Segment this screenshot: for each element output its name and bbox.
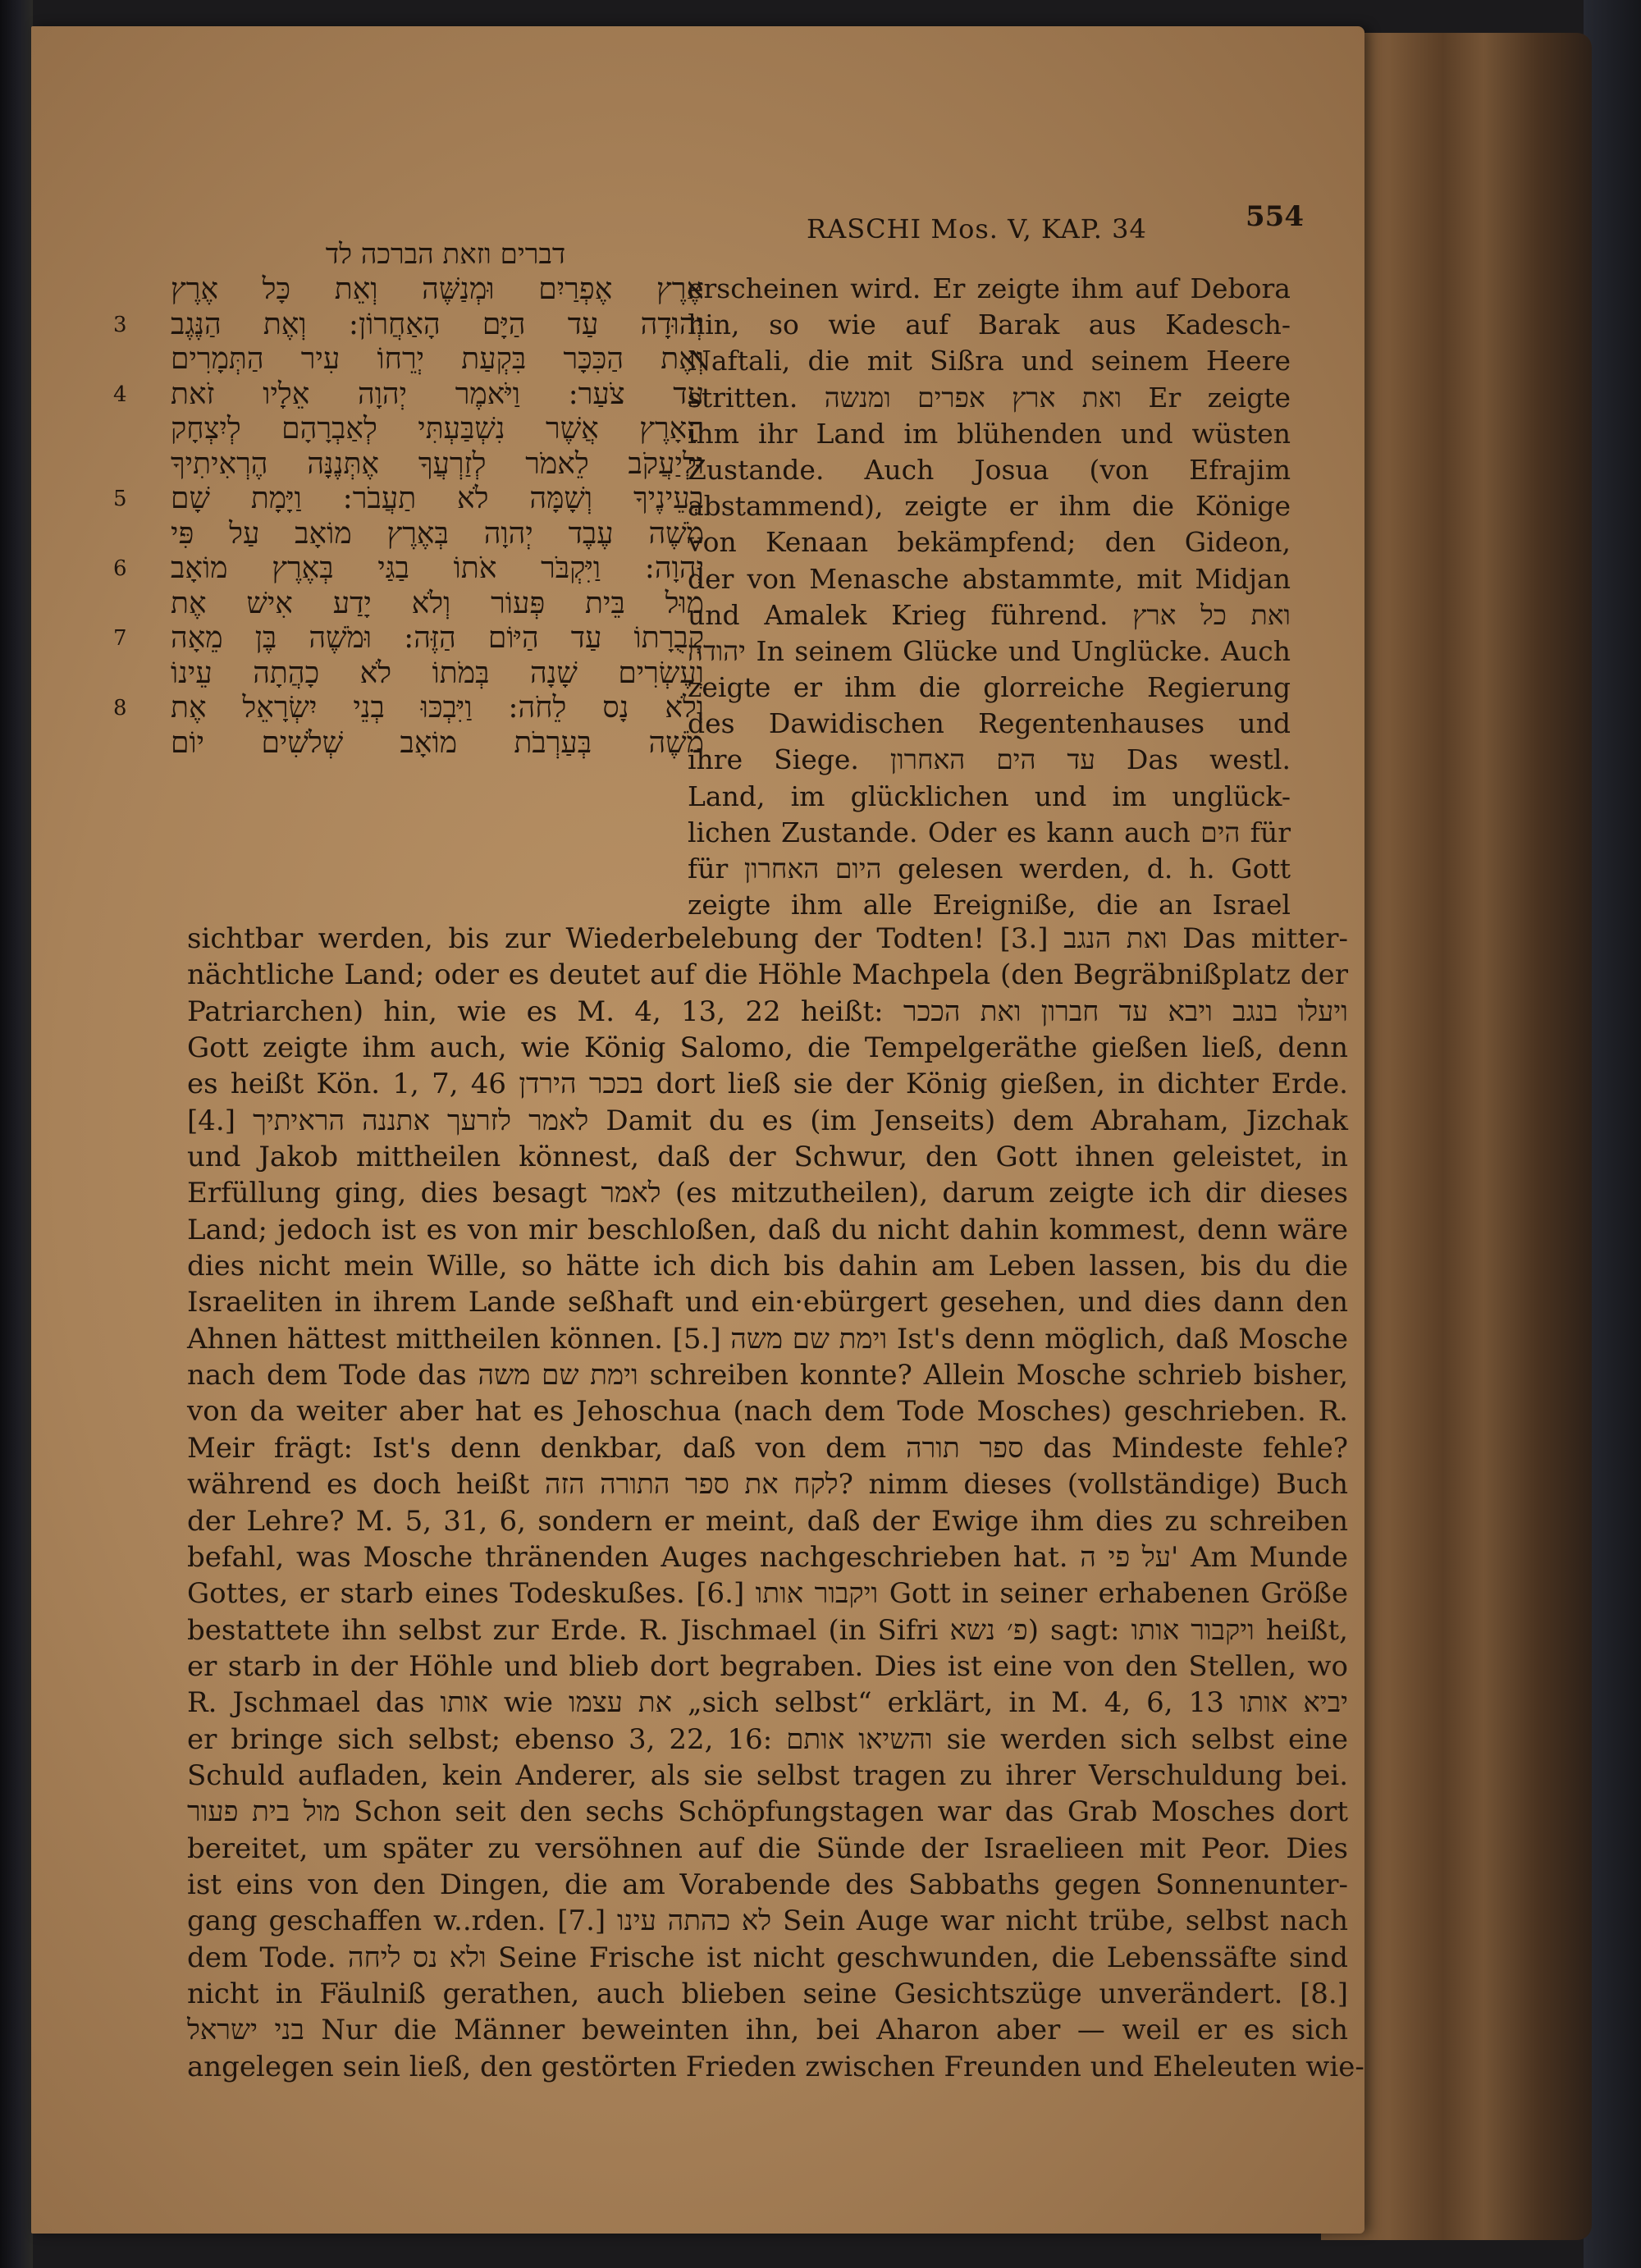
verse-number: 4: [113, 382, 127, 407]
commentary-line: der von Menasche abstammte, mit Midjan: [688, 562, 1291, 595]
verse-line: [113, 308, 704, 343]
commentary-line: befahl, was Mosche thränenden Auges nachgeschrieben hat. על פי ה' Am Munde: [187, 1540, 1349, 1574]
verse-number: 7: [113, 626, 127, 651]
commentary-line: Erfüllung ging, dies besagt לאמר (es mitzutheilen), darum zeigte ich dir dieses: [187, 1177, 1348, 1210]
verse-text: וּלְיַעֲקֹב לֵאמֹר לְזַרְעֲךָ אֶתְּנֶנָּה הֶרְאִיתִיךָ: [171, 446, 704, 481]
commentary-line: sichtbar werden, bis zur Wiederbelebung der Todten! [3.] ואת הנגב Das mitter-: [187, 922, 1348, 955]
verse-line: [113, 656, 704, 692]
commentary-line: und Amalek Krieg führend. ואת כל ארץ: [688, 598, 1291, 631]
commentary-line: stritten. ואת ארץ אפרים ומנשה Er zeigte: [688, 381, 1291, 414]
verse-line: [113, 587, 704, 622]
commentary-line: Schuld aufladen, kein Anderer, als sie selbst tragen zu ihrer Verschuldung bei.: [187, 1758, 1348, 1792]
commentary-line: Zustande. Auch Josua (von Efrajim: [688, 453, 1291, 486]
commentary-line: ihm ihr Land im blühenden und wüsten: [688, 417, 1291, 450]
commentary-line: nicht in Fäulniß gerathen, auch blieben seine Gesichtszüge unverändert. [8.]: [187, 1977, 1348, 2010]
verse-text: הָאָרֶץ אֲשֶׁר נִשְׁבַּעְתִּי לְאַבְרָהָם לְיִצְחָק: [171, 412, 704, 446]
commentary-line: מול בית פעור Schon seit den sechs Schöpfungstagen war das Grab Mosches dort: [187, 1795, 1348, 1829]
verse-line: [113, 482, 704, 517]
verse-line: [113, 377, 704, 413]
verse-line: [113, 342, 704, 377]
commentary-line: es heißt Kön. 1, 7, 46 בככר הירדן dort ließ sie der König gießen, in dichter Erde.: [187, 1068, 1348, 1101]
commentary-line: des Dawidischen Regentenhauses und: [688, 707, 1291, 740]
hebrew-heading: דברים וזאת הברכה לד: [325, 238, 566, 271]
verse-line: [113, 517, 704, 552]
commentary-right-column: [688, 271, 1291, 923]
verse-text: יְהוָה: וַיִּקְבֹּר אֹתוֹ בַגַּי בְּאֶרֶץ מוֹאָב: [171, 551, 704, 585]
verse-number: 8: [113, 696, 127, 720]
verse-text: עַד צֹעַר: וַיֹּאמֶר יְהוָה אֵלָיו זֹאת: [171, 377, 704, 411]
verse-text: קְבֻרָתוֹ עַד הַיּוֹם הַזֶּה: וּמֹשֶׁה בֶּן מֵאָה: [171, 621, 704, 655]
commentary-line: Naftali, die mit Sißra und seinem Heere: [688, 345, 1291, 377]
running-head: RASCHI Mos. V, KAP. 34: [807, 213, 1147, 245]
commentary-line: Israeliten in ihrem Lande seßhaft und ein·ebürgert gesehen, und dies dann den: [187, 1286, 1348, 1319]
commentary-line: Patriarchen) hin, wie es M. 4, 13, 22 heißt: ויעלו בנגב ויבא עד חברון ואת הככר: [187, 995, 1348, 1028]
commentary-line: nächtliche Land; oder es deutet auf die Höhle Machpela (den Begräbnißplatz der: [187, 958, 1348, 992]
commentary-line: dies nicht mein Wille, so hätte ich dich bis dahin am Leben lassen, bis du die: [187, 1250, 1348, 1283]
verse-text: מֹשֶׁה בְּעַרְבֹת מוֹאָב שְׁלֹשִׁים יוֹם: [171, 725, 704, 760]
commentary-line: gang geschaffen w..rden. [7.] לא כהתה עינו Sein Auge war nicht trübe, selbst nach: [187, 1904, 1348, 1938]
commentary-line: während es doch heißt לקח את ספר התורה הזה? nimm dieses (vollständige) Buch: [187, 1468, 1348, 1502]
page-number: 554: [1246, 200, 1304, 233]
commentary-full-width: [187, 921, 1364, 2085]
commentary-line: ihre Siege. עד הים האחרון Das westl.: [688, 743, 1291, 776]
verse-text: וְעֶשְׂרִים שָׁנָה בְּמֹתוֹ לֹא כָהֲתָה עֵינוֹ: [171, 656, 704, 690]
commentary-line: und Jakob mittheilen könnest, daß der Schwur, den Gott ihnen geleistet, in: [187, 1141, 1348, 1174]
commentary-line: abstammend), zeigte er ihm die Könige: [688, 490, 1291, 523]
verse-text: וְלֹא נָס לֵחֹה: וַיִּבְכּוּ בְנֵי יִשְׂרָאֵל אֶת: [171, 691, 704, 725]
commentary-line: bereitet, um später zu versöhnen auf die Sünde der Israelieen mit Peor. Dies: [187, 1831, 1348, 1865]
verse-text: וְאֶת הַכִּכָּר בִּקְעַת יְרֵחוֹ עִיר הַתְּמָרִים: [171, 342, 704, 376]
commentary-line: Meir frägt: Ist's denn denkbar, daß von dem ספר תורה das Mindeste fehle?: [187, 1431, 1349, 1465]
verse-text: אֶרֶץ אֶפְרַיִם וּמְנַשֶּׁה וְאֵת כָּל אֶרֶץ: [171, 272, 704, 306]
commentary-line: hin, so wie auf Barak aus Kadesch-: [688, 309, 1291, 341]
verse-line: [113, 447, 704, 482]
commentary-line: יהודה In seinem Glücke und Unglücke. Auch: [688, 634, 1291, 667]
book-binding: [0, 0, 33, 2268]
verse-text: בְעֵינֶיךָ וְשָׁמָּה לֹא תַעֲבֹר: וַיָּמָת שָׁם: [171, 482, 704, 515]
commentary-line: erscheinen wird. Er zeigte ihm auf Debora: [688, 272, 1291, 304]
commentary-line: von Kenaan bekämpfend; den Gideon,: [688, 526, 1291, 559]
commentary-line: dem Tode. ולא נס ליחה Seine Frische ist nicht geschwunden, die Lebenssäfte sind: [187, 1941, 1348, 1974]
book-page: [31, 26, 1364, 2234]
commentary-line: er starb in der Höhle und blieb dort begraben. Dies ist eine von den Stellen, wo: [187, 1649, 1348, 1683]
commentary-line: zeigte er ihm die glorreiche Regierung: [688, 671, 1291, 704]
verse-line: [113, 691, 704, 726]
verse-number: 6: [113, 556, 127, 581]
commentary-line: der Lehre? M. 5, 31, 6, sondern er meint, daß der Ewige ihm dies zu schreiben: [187, 1504, 1348, 1538]
commentary-line: Land, im glücklichen und im unglück-: [688, 780, 1291, 812]
hebrew-verse-block: [113, 272, 704, 761]
commentary-line: Gottes, er starb eines Todeskußes. [6.] ויקבור אותו Gott in seiner erhabenen Größe: [187, 1577, 1348, 1611]
commentary-line: bestattete ihn selbst zur Erde. R. Jischmael (in Sifri פ׳ נשא) sagt: ויקבור אותו heißt,: [187, 1613, 1348, 1647]
commentary-line: R. Jschmael das אותו wie את עצמו „sich selbst“ erklärt, in M. 4, 6, 13 יביא אותו: [187, 1686, 1348, 1720]
commentary-line: Land; jedoch ist es von mir beschloßen, daß du nicht dahin kommest, denn wäre: [187, 1213, 1348, 1246]
commentary-line: [4.] לאמר לזרעך אתננה הראיתיך Damit du es (im Jenseits) dem Abraham, Jizchak: [187, 1104, 1348, 1137]
commentary-line: בני ישראל Nur die Männer beweinten ihn, bei Aharon aber — weil er es sich: [187, 2014, 1348, 2047]
verse-line: [113, 726, 704, 761]
verse-line: [113, 551, 704, 587]
verse-line: [113, 272, 704, 308]
verse-number: 3: [113, 312, 127, 337]
verse-text: מֹשֶׁה עֶבֶד יְהוָה בְּאֶרֶץ מוֹאָב עַל פִּי: [171, 516, 704, 551]
commentary-line: Ahnen hättest mittheilen können. [5.] וימת שם משה Ist's denn möglich, daß Mosche: [187, 1322, 1348, 1356]
verse-text: מוּל בֵּית פְּעוֹר וְלֹא יָדַע אִישׁ אֶת: [171, 586, 704, 620]
commentary-line: er bringe sich selbst; ebenso 3, 22, 16: והשיאו אותם sie werden sich selbst eine: [187, 1722, 1348, 1756]
commentary-line: angelegen sein ließ, den gestörten Frieden zwischen Freunden und Eheleuten wie-: [187, 2050, 1364, 2083]
book-cover-edge: [1584, 0, 1641, 2268]
commentary-line: nach dem Tode das וימת שם משה schreiben konnte? Allein Mosche schrieb bisher,: [187, 1359, 1349, 1392]
commentary-line: zeigte ihm alle Ereigniße, die an Israel: [688, 889, 1291, 921]
commentary-line: für היום האחרון gelesen werden, d. h. Gott: [688, 853, 1291, 885]
verse-text: יְהוּדָה עַד הַיָּם הָאַחֲרוֹן: וְאֶת הַנֶּגֶב: [171, 307, 704, 341]
verse-line: [113, 621, 704, 656]
verse-line: [113, 412, 704, 447]
commentary-line: ist eins von den Dingen, die am Vorabende des Sabbaths gegen Sonnenunter-: [187, 1868, 1348, 1901]
commentary-line: lichen Zustande. Oder es kann auch הים für: [688, 816, 1291, 848]
verse-number: 5: [113, 487, 127, 511]
commentary-line: von da weiter aber hat es Jehoschua (nach dem Tode Mosches) geschrieben. R.: [187, 1395, 1348, 1429]
commentary-line: Gott zeigte ihm auch, wie König Salomo, die Tempelgeräthe gießen ließ, denn: [187, 1031, 1348, 1065]
